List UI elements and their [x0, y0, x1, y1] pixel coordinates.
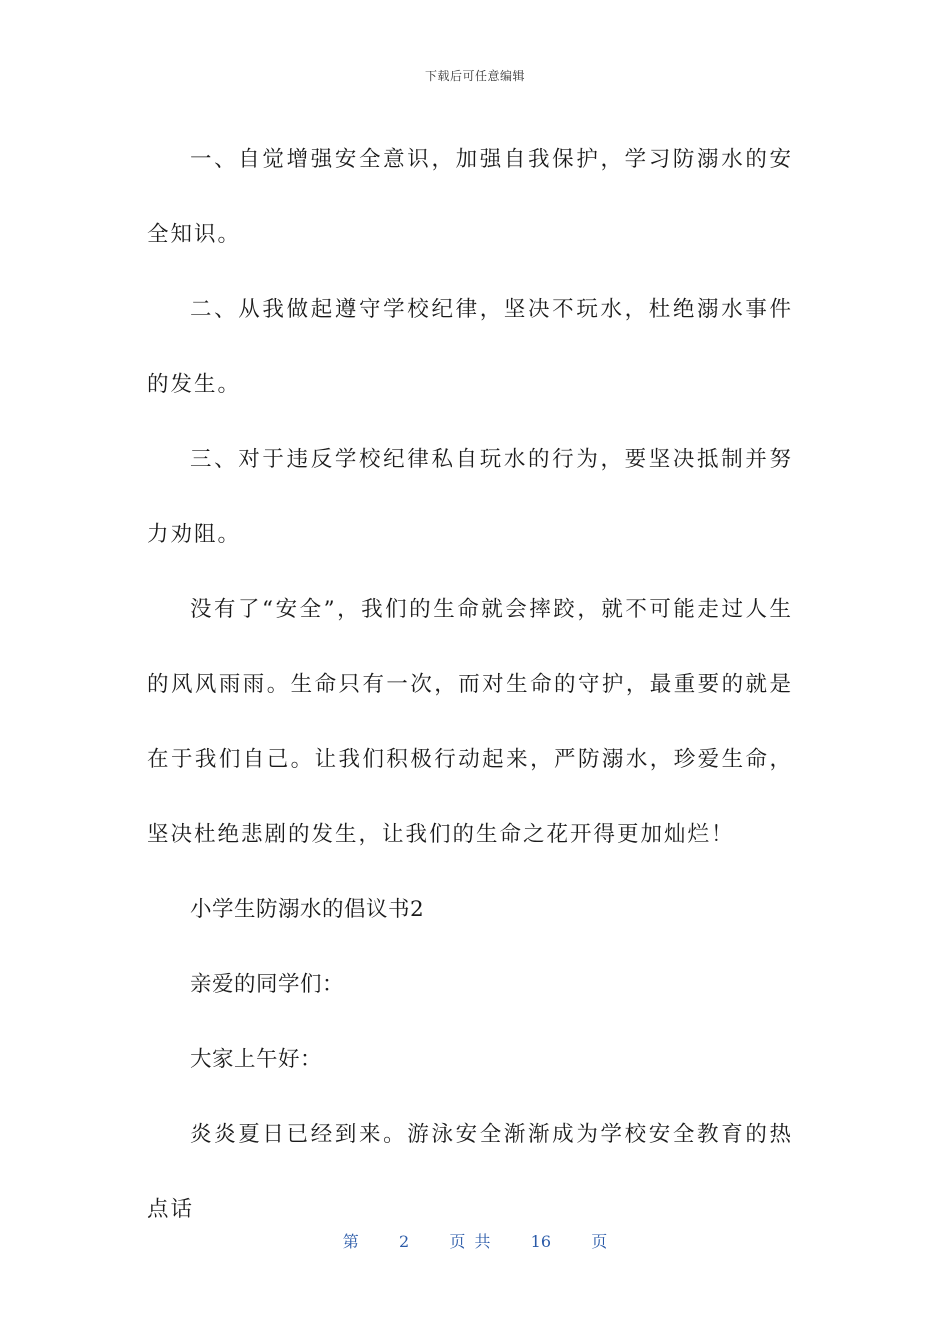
document-body [147, 122, 793, 1247]
total-pages-number: 16 [530, 1232, 551, 1251]
paragraph-1: 一、自觉增强安全意识，加强自我保护，学习防溺水的安全知识。 [147, 147, 793, 247]
footer-middle: 页 共 [449, 1232, 491, 1251]
header-note: 下载后可任意编辑 [424, 69, 525, 83]
paragraph-2: 二、从我做起遵守学校纪律，坚决不玩水，杜绝溺水事件的发生。 [147, 297, 793, 397]
page-footer [0, 1229, 950, 1252]
greeting: 大家上午好： [190, 1047, 323, 1072]
paragraph-5: 炎炎夏日已经到来。游泳安全渐渐成为学校安全教育的热点话 [147, 1122, 793, 1222]
paragraph-4: 没有了“安全”，我们的生命就会摔跤，就不可能走过人生的风风雨雨。生命只有一次，而对生命的守护，最重要的就是在于我们自己。让我们积极行动起来，严防溺水，珍爱生命，坚决杜绝悲剧的发生，让我们的生命之花开得更加灿烂！ [147, 597, 793, 847]
paragraph-3: 三、对于违反学校纪律私自玩水的行为，要坚决抵制并努力劝阻。 [147, 447, 793, 547]
section-title: 小学生防溺水的倡议书2 [190, 897, 425, 922]
current-page-number: 2 [398, 1232, 410, 1251]
footer-suffix: 页 [591, 1232, 608, 1251]
footer-prefix: 第 [342, 1232, 359, 1251]
salutation: 亲爱的同学们： [190, 972, 345, 997]
